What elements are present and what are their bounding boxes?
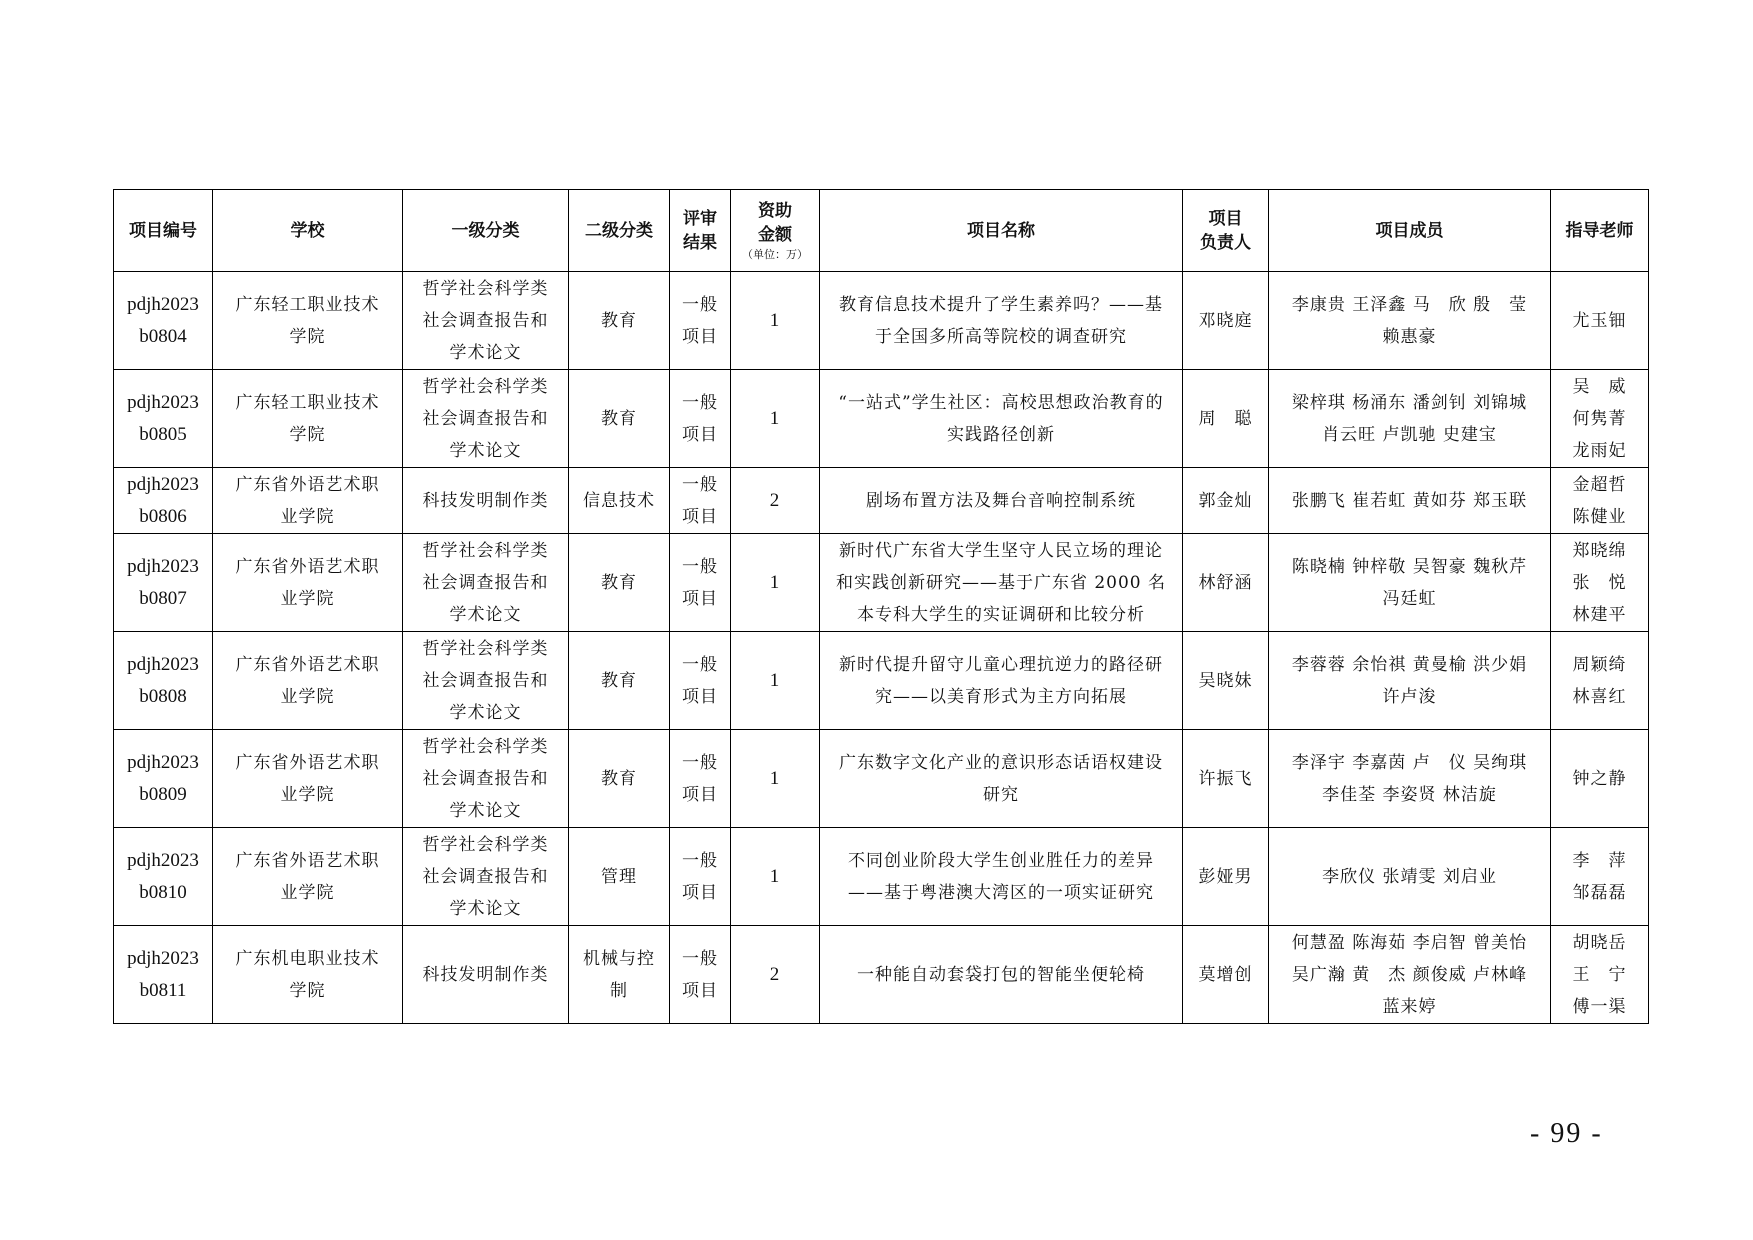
cell-advisor — [1551, 632, 1649, 730]
cell-school-line: 业学院 — [280, 506, 335, 527]
cell-category-2-line: 教育 — [601, 310, 637, 331]
cell-project-code-line: b0808 — [139, 685, 187, 707]
cell-advisor-line: 何隽菁 — [1572, 408, 1627, 429]
cell-project-name-line: ——基于粤港澳大湾区的一项实证研究 — [848, 882, 1154, 903]
cell-advisor-line: 钟之静 — [1572, 768, 1627, 789]
cell-school-line: 广东省外语艺术职 — [235, 752, 380, 773]
cell-category-1-line: 学术论文 — [449, 342, 522, 363]
header-review-result: 评审 结果 — [670, 190, 731, 272]
amount-unit-note: （单位：万） — [742, 247, 808, 261]
cell-advisor-line: 李 萍 — [1572, 850, 1627, 871]
cell-category-2-line: 管理 — [601, 866, 637, 887]
cell-review-result-line: 项目 — [682, 882, 718, 903]
cell-category-1-line: 哲学社会科学类 — [422, 736, 549, 757]
cell-project-name-line: 本专科大学生的实证调研和比较分析 — [857, 604, 1145, 625]
cell-school-line: 广东省外语艺术职 — [235, 474, 380, 495]
cell-advisor-line: 金超哲 — [1572, 474, 1627, 495]
cell-category-1-line: 社会调查报告和 — [422, 572, 549, 593]
cell-advisor-line: 林建平 — [1572, 604, 1627, 625]
cell-category-1-line: 学术论文 — [449, 440, 522, 461]
cell-advisor-line: 龙雨妃 — [1572, 440, 1627, 461]
cell-project-name — [820, 632, 1183, 730]
cell-advisor-line: 郑晓绵 — [1572, 540, 1627, 561]
cell-members-line: 赖惠豪 — [1382, 326, 1437, 347]
cell-leader: 林舒涵 — [1183, 534, 1269, 632]
cell-members — [1269, 272, 1551, 370]
cell-advisor-line: 林喜红 — [1572, 686, 1627, 707]
cell-category-2 — [569, 828, 670, 926]
cell-review-result — [670, 730, 731, 828]
cell-school-line: 广东省外语艺术职 — [235, 850, 380, 871]
cell-school — [213, 534, 403, 632]
cell-members-line: 许卢浚 — [1382, 686, 1437, 707]
cell-leader: 莫增创 — [1183, 926, 1269, 1024]
cell-school-line: 广东机电职业技术 — [235, 948, 380, 969]
cell-category-1 — [403, 926, 569, 1024]
cell-school-line: 广东省外语艺术职 — [235, 654, 380, 675]
cell-advisor — [1551, 534, 1649, 632]
cell-category-1-line: 社会调查报告和 — [422, 670, 549, 691]
header-category-2: 二级分类 — [569, 190, 670, 272]
cell-project-code — [114, 370, 213, 468]
cell-advisor-line: 傅一渠 — [1572, 996, 1627, 1017]
header-amount: 资助 金额 （单位：万） — [731, 190, 820, 272]
cell-advisor — [1551, 272, 1649, 370]
cell-review-result-line: 项目 — [682, 424, 718, 445]
cell-review-result-line: 一般 — [682, 474, 718, 495]
cell-members-line: 梁梓琪 杨涌东 潘剑钊 刘锦城 — [1291, 392, 1528, 413]
cell-project-code — [114, 468, 213, 534]
cell-project-code-line: b0811 — [139, 979, 187, 1001]
table-row — [114, 534, 1649, 632]
cell-project-name-line: 研究 — [983, 784, 1019, 805]
cell-members-line: 蓝来婷 — [1382, 996, 1437, 1017]
cell-amount: 1 — [731, 632, 820, 730]
cell-review-result-line: 项目 — [682, 980, 718, 1001]
cell-members-line: 李泽宇 李嘉茵 卢 仪 吴绚琪 — [1291, 752, 1528, 773]
cell-advisor-line: 张 悦 — [1572, 572, 1627, 593]
cell-school — [213, 926, 403, 1024]
cell-school — [213, 370, 403, 468]
cell-advisor — [1551, 926, 1649, 1024]
cell-project-code-line: b0807 — [139, 587, 187, 609]
table-body — [114, 272, 1649, 1024]
cell-category-1 — [403, 730, 569, 828]
cell-category-1 — [403, 534, 569, 632]
cell-category-1-line: 哲学社会科学类 — [422, 638, 549, 659]
cell-advisor-line: 邹磊磊 — [1572, 882, 1627, 903]
cell-category-2 — [569, 534, 670, 632]
header-leader: 项目 负责人 — [1183, 190, 1269, 272]
cell-category-2-line: 机械与控 — [583, 948, 655, 969]
cell-category-2 — [569, 730, 670, 828]
cell-review-result — [670, 468, 731, 534]
cell-school — [213, 730, 403, 828]
cell-members-line: 何慧盈 陈海茹 李启智 曾美怡 — [1291, 932, 1528, 953]
table-row — [114, 272, 1649, 370]
cell-members — [1269, 926, 1551, 1024]
cell-category-1-line: 科技发明制作类 — [422, 964, 549, 985]
cell-review-result-line: 项目 — [682, 506, 718, 527]
cell-members-line: 肖云旺 卢凯驰 史建宝 — [1322, 424, 1497, 445]
table-row — [114, 926, 1649, 1024]
table-row — [114, 370, 1649, 468]
cell-category-2-line: 教育 — [601, 670, 637, 691]
cell-review-result-line: 一般 — [682, 294, 718, 315]
cell-amount: 2 — [731, 926, 820, 1024]
cell-category-1-line: 哲学社会科学类 — [422, 540, 549, 561]
cell-category-2-line: 教育 — [601, 768, 637, 789]
cell-category-2 — [569, 926, 670, 1024]
cell-project-code-line: pdjh2023 — [127, 849, 199, 871]
cell-review-result — [670, 272, 731, 370]
cell-project-code — [114, 926, 213, 1024]
table-row — [114, 730, 1649, 828]
cell-school — [213, 272, 403, 370]
cell-project-name — [820, 370, 1183, 468]
cell-project-name-line: 一种能自动套袋打包的智能坐便轮椅 — [857, 964, 1145, 985]
cell-members — [1269, 828, 1551, 926]
cell-project-name-line: 教育信息技术提升了学生素养吗？——基 — [839, 294, 1163, 315]
cell-review-result-line: 项目 — [682, 686, 718, 707]
cell-project-name — [820, 730, 1183, 828]
cell-members-line: 张鹏飞 崔若虹 黄如芬 郑玉联 — [1291, 490, 1528, 511]
cell-school-line: 业学院 — [280, 784, 335, 805]
cell-advisor — [1551, 468, 1649, 534]
cell-review-result-line: 一般 — [682, 850, 718, 871]
cell-school-line: 学院 — [289, 326, 326, 347]
cell-project-code-line: pdjh2023 — [127, 473, 199, 495]
cell-members-line: 李欣仪 张靖雯 刘启业 — [1322, 866, 1497, 887]
cell-school-line: 广东轻工职业技术 — [235, 392, 380, 413]
cell-members — [1269, 632, 1551, 730]
cell-amount: 1 — [731, 534, 820, 632]
cell-category-2-line: 信息技术 — [583, 490, 655, 511]
cell-category-1 — [403, 370, 569, 468]
cell-school — [213, 632, 403, 730]
cell-school-line: 学院 — [289, 424, 326, 445]
cell-category-1-line: 社会调查报告和 — [422, 408, 549, 429]
cell-amount: 1 — [731, 272, 820, 370]
header-row — [114, 190, 1649, 272]
cell-members — [1269, 534, 1551, 632]
table-row — [114, 468, 1649, 534]
cell-category-2-line: 教育 — [601, 408, 637, 429]
cell-review-result-line: 项目 — [682, 326, 718, 347]
cell-project-code-line: b0804 — [139, 325, 187, 347]
cell-school-line: 广东轻工职业技术 — [235, 294, 380, 315]
cell-school — [213, 828, 403, 926]
cell-review-result — [670, 370, 731, 468]
cell-advisor — [1551, 370, 1649, 468]
cell-category-1-line: 学术论文 — [449, 800, 522, 821]
cell-project-code-line: b0805 — [139, 423, 187, 445]
cell-project-code-line: pdjh2023 — [127, 751, 199, 773]
cell-category-2-line: 教育 — [601, 572, 637, 593]
cell-category-1-line: 科技发明制作类 — [422, 490, 549, 511]
cell-category-2 — [569, 468, 670, 534]
cell-category-1 — [403, 828, 569, 926]
cell-advisor-line: 陈健业 — [1572, 506, 1627, 527]
page-number: - 99 - — [1530, 1118, 1603, 1149]
cell-category-1-line: 社会调查报告和 — [422, 768, 549, 789]
cell-review-result — [670, 534, 731, 632]
cell-members — [1269, 370, 1551, 468]
cell-school-line: 学院 — [289, 980, 326, 1001]
cell-advisor-line: 吴 威 — [1572, 376, 1627, 397]
cell-category-1-line: 学术论文 — [449, 604, 522, 625]
cell-members-line: 陈晓楠 钟梓敬 吴智豪 魏秋芹 — [1291, 556, 1528, 577]
cell-project-name-line: 不同创业阶段大学生创业胜任力的差异 — [848, 850, 1154, 871]
cell-review-result-line: 一般 — [682, 556, 718, 577]
cell-category-2-line: 制 — [610, 980, 628, 1001]
cell-project-code — [114, 730, 213, 828]
cell-project-name-line: 究——以美育形式为主方向拓展 — [875, 686, 1127, 707]
cell-project-name-line: 和实践创新研究——基于广东省 2000 名 — [835, 572, 1167, 593]
cell-leader: 邓晓庭 — [1183, 272, 1269, 370]
cell-advisor-line: 尤玉钿 — [1572, 310, 1627, 331]
cell-members — [1269, 468, 1551, 534]
header-code: 项目编号 — [114, 190, 213, 272]
cell-review-result-line: 项目 — [682, 588, 718, 609]
cell-project-code — [114, 534, 213, 632]
cell-project-name-line: “一站式”学生社区：高校思想政治教育的 — [838, 392, 1164, 413]
cell-advisor-line: 周颖绮 — [1572, 654, 1627, 675]
cell-review-result-line: 一般 — [682, 752, 718, 773]
cell-category-1-line: 哲学社会科学类 — [422, 278, 549, 299]
table-row — [114, 632, 1649, 730]
cell-advisor — [1551, 730, 1649, 828]
cell-review-result — [670, 926, 731, 1024]
cell-school-line: 广东省外语艺术职 — [235, 556, 380, 577]
cell-amount: 1 — [731, 828, 820, 926]
cell-amount: 1 — [731, 730, 820, 828]
cell-members-line: 李蓉蓉 余怡祺 黄曼榆 洪少娟 — [1291, 654, 1528, 675]
header-members: 项目成员 — [1269, 190, 1551, 272]
cell-amount: 2 — [731, 468, 820, 534]
cell-project-code-line: pdjh2023 — [127, 555, 199, 577]
table-row — [114, 828, 1649, 926]
cell-project-code — [114, 828, 213, 926]
cell-leader: 郭金灿 — [1183, 468, 1269, 534]
cell-review-result — [670, 632, 731, 730]
cell-project-name-line: 剧场布置方法及舞台音响控制系统 — [866, 490, 1136, 511]
header-project-name: 项目名称 — [820, 190, 1183, 272]
project-table — [113, 189, 1649, 1024]
cell-review-result-line: 项目 — [682, 784, 718, 805]
cell-project-code-line: pdjh2023 — [127, 391, 199, 413]
cell-project-name — [820, 828, 1183, 926]
cell-project-name — [820, 468, 1183, 534]
cell-project-code — [114, 272, 213, 370]
cell-advisor-line: 王 宁 — [1572, 964, 1627, 985]
cell-members-line: 冯廷虹 — [1382, 588, 1437, 609]
cell-school-line: 业学院 — [280, 686, 335, 707]
cell-members-line: 李佳荃 李姿贤 林洁旋 — [1322, 784, 1497, 805]
cell-school-line: 业学院 — [280, 882, 335, 903]
cell-project-name-line: 广东数字文化产业的意识形态话语权建设 — [839, 752, 1163, 773]
cell-project-code — [114, 632, 213, 730]
cell-category-1-line: 学术论文 — [449, 702, 522, 723]
header-category-1: 一级分类 — [403, 190, 569, 272]
cell-project-code-line: b0810 — [139, 881, 187, 903]
cell-review-result-line: 一般 — [682, 392, 718, 413]
cell-review-result-line: 一般 — [682, 654, 718, 675]
cell-project-name — [820, 926, 1183, 1024]
header-advisor: 指导老师 — [1551, 190, 1649, 272]
cell-project-name-line: 实践路径创新 — [947, 424, 1055, 445]
header-school: 学校 — [213, 190, 403, 272]
cell-project-code-line: b0806 — [139, 505, 187, 527]
cell-amount: 1 — [731, 370, 820, 468]
cell-project-code-line: pdjh2023 — [127, 653, 199, 675]
cell-category-2 — [569, 370, 670, 468]
cell-category-1-line: 哲学社会科学类 — [422, 376, 549, 397]
cell-category-1 — [403, 468, 569, 534]
cell-members-line: 李康贵 王泽鑫 马 欣 殷 莹 — [1291, 294, 1528, 315]
cell-project-code-line: pdjh2023 — [127, 947, 199, 969]
cell-project-name-line: 于全国多所高等院校的调查研究 — [875, 326, 1127, 347]
cell-review-result — [670, 828, 731, 926]
cell-leader: 周 聪 — [1183, 370, 1269, 468]
cell-leader: 吴晓妹 — [1183, 632, 1269, 730]
cell-project-name-line: 新时代广东省大学生坚守人民立场的理论 — [839, 540, 1163, 561]
cell-school — [213, 468, 403, 534]
cell-review-result-line: 一般 — [682, 948, 718, 969]
cell-category-1-line: 哲学社会科学类 — [422, 834, 549, 855]
cell-project-name-line: 新时代提升留守儿童心理抗逆力的路径研 — [839, 654, 1163, 675]
cell-leader: 许振飞 — [1183, 730, 1269, 828]
cell-advisor-line: 胡晓岳 — [1572, 932, 1627, 953]
cell-members — [1269, 730, 1551, 828]
cell-school-line: 业学院 — [280, 588, 335, 609]
cell-category-1-line: 社会调查报告和 — [422, 866, 549, 887]
cell-project-name — [820, 534, 1183, 632]
cell-project-name — [820, 272, 1183, 370]
cell-category-2 — [569, 272, 670, 370]
cell-project-code-line: b0809 — [139, 783, 187, 805]
cell-category-1-line: 学术论文 — [449, 898, 522, 919]
cell-project-code-line: pdjh2023 — [127, 293, 199, 315]
cell-category-2 — [569, 632, 670, 730]
cell-members-line: 吴广瀚 黄 杰 颜俊威 卢林峰 — [1291, 964, 1528, 985]
cell-category-1-line: 社会调查报告和 — [422, 310, 549, 331]
cell-category-1 — [403, 632, 569, 730]
cell-category-1 — [403, 272, 569, 370]
cell-leader: 彭娅男 — [1183, 828, 1269, 926]
cell-advisor — [1551, 828, 1649, 926]
